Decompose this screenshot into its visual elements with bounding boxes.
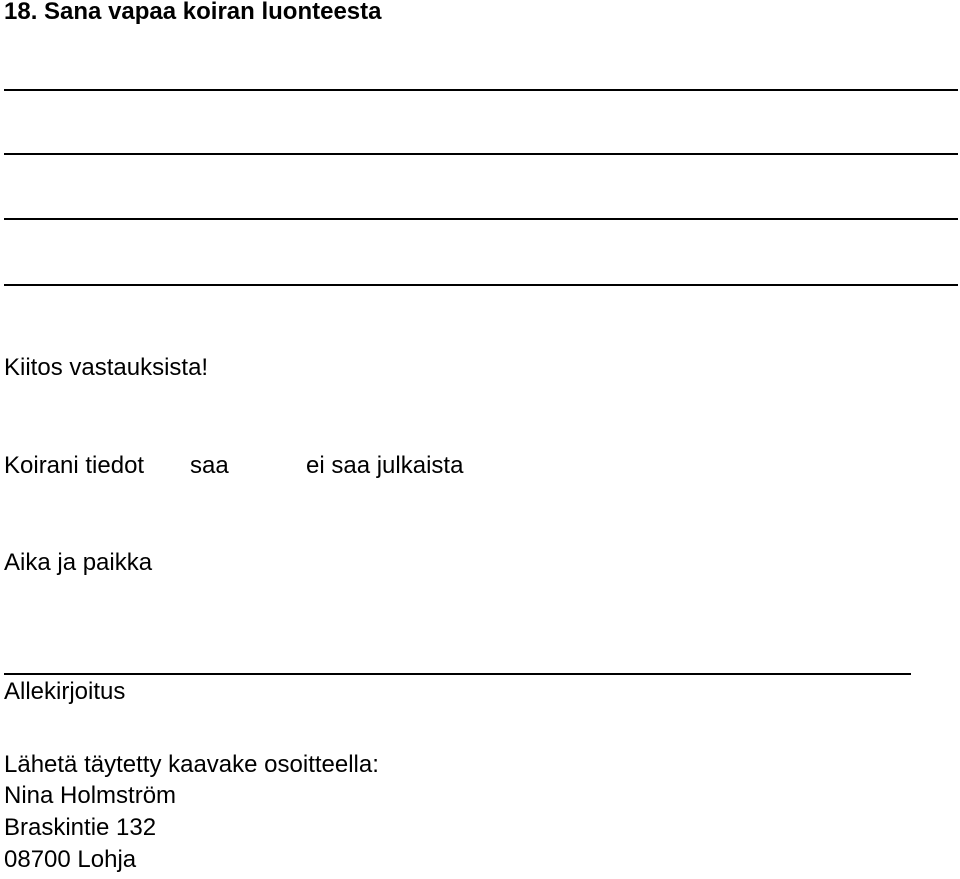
answer-line-4[interactable]	[4, 284, 958, 286]
recipient-name: Nina Holmström	[4, 782, 177, 809]
signature-line[interactable]	[4, 673, 911, 675]
answer-line-2[interactable]	[4, 153, 958, 155]
thanks-text: Kiitos vastauksista!	[4, 354, 209, 381]
time-place-label: Aika ja paikka	[4, 549, 153, 576]
send-instruction: Lähetä täytetty kaavake osoitteella:	[4, 751, 379, 778]
consent-option-allow[interactable]: saa	[190, 452, 229, 479]
question-title: 18. Sana vapaa koiran luonteesta	[4, 0, 382, 25]
recipient-postal: 08700 Lohja	[4, 846, 137, 873]
answer-line-1[interactable]	[4, 89, 958, 91]
answer-line-3[interactable]	[4, 218, 958, 220]
signature-label: Allekirjoitus	[4, 678, 126, 705]
recipient-street: Braskintie 132	[4, 814, 157, 841]
consent-option-deny[interactable]: ei saa julkaista	[306, 452, 464, 479]
consent-label: Koirani tiedot	[4, 452, 145, 479]
